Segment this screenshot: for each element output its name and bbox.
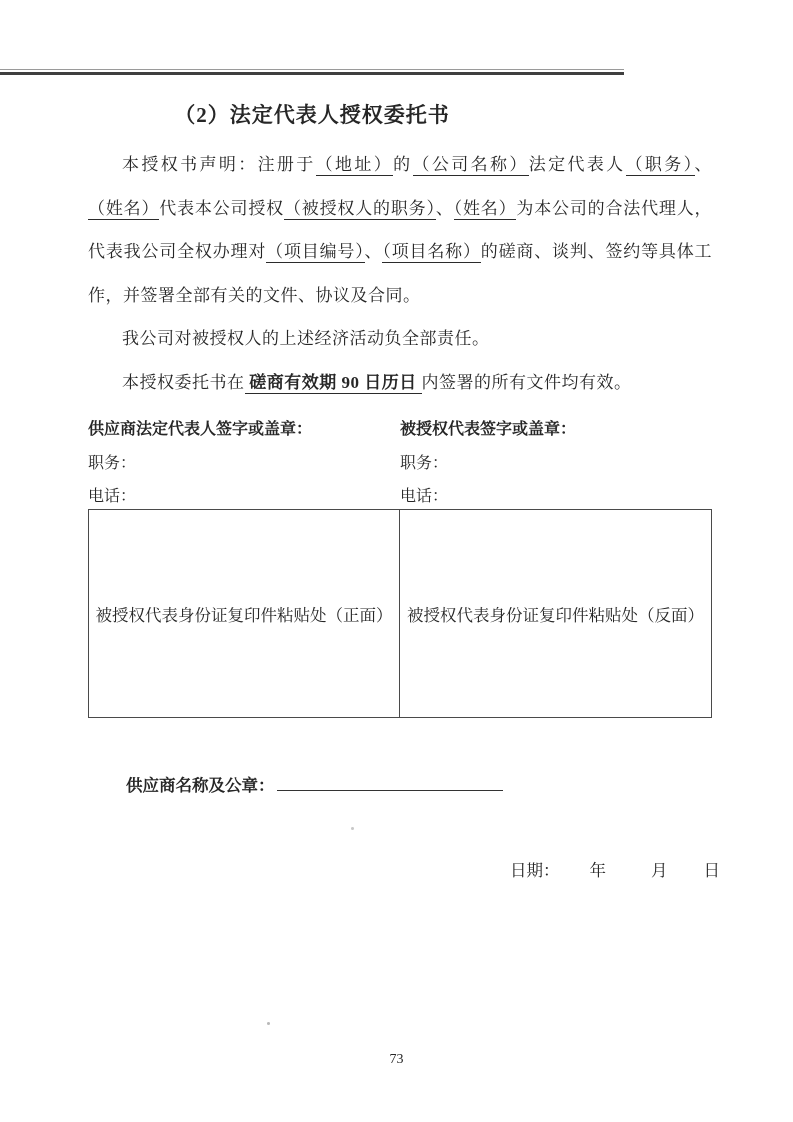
agent-signature-column — [400, 413, 712, 514]
id-copy-table — [88, 509, 712, 718]
blank-project-number: （项目编号） — [266, 242, 365, 261]
date-year-label: 年 — [589, 861, 606, 880]
blank-validity-period: 磋商有效期 90 日历日 — [244, 372, 422, 392]
id-copy-back-cell: 被授权代表身份证复印件粘贴处（反面） — [407, 605, 704, 625]
date-row — [510, 858, 720, 884]
declaration-text: 代表本公司授权 — [159, 198, 284, 218]
header-double-rule — [0, 69, 624, 75]
declaration-text: 的 — [393, 155, 413, 174]
agent-signature-label: 被授权代表签字或盖章： — [400, 421, 577, 438]
supplier-signature-column — [88, 413, 400, 514]
validity-text: 本授权委托书在 — [122, 372, 245, 392]
page-number: 73 — [389, 1052, 404, 1067]
body-text — [88, 143, 712, 404]
signature-section — [88, 413, 712, 514]
blank-project-name: （项目名称） — [382, 242, 481, 261]
supplier-seal-row — [88, 773, 712, 798]
declaration-text: 法定代表人 — [528, 155, 626, 174]
supplier-position-label: 职务： — [88, 454, 137, 472]
declaration-text: 、 — [435, 198, 454, 218]
date-label: 日期： — [510, 861, 560, 880]
blank-agent-position: （被授权人的职务） — [283, 198, 436, 218]
scan-speck — [267, 1022, 270, 1025]
blank-company-name: （公司名称） — [412, 155, 529, 174]
blank-representative-name: （姓名） — [88, 198, 160, 218]
blank-agent-name: （姓名） — [453, 198, 517, 218]
responsibility-paragraph: 我公司对被授权人的上述经济活动负全部责任。 — [122, 329, 490, 348]
declaration-paragraph — [88, 143, 712, 317]
declaration-text: 、 — [694, 155, 713, 174]
agent-position-label: 职务： — [400, 454, 449, 472]
blank-address: （地址） — [315, 155, 394, 174]
supplier-phone-label: 电话： — [88, 488, 137, 505]
agent-phone-label: 电话： — [400, 488, 449, 505]
declaration-text: 为本公司的合法代理人，代表我公司全权办理对 — [88, 198, 713, 261]
declaration-text: 的磋商、谈判、签约等具体工作，并签署全部有关的文件、协议及合同。 — [88, 242, 713, 305]
validity-text: 内签署的所有文件均有效。 — [421, 372, 632, 392]
date-day-label: 日 — [703, 861, 720, 880]
declaration-text: 、 — [364, 242, 383, 261]
page-title: （2）法定代表人授权委托书 — [174, 103, 450, 127]
validity-paragraph — [88, 361, 712, 405]
supplier-seal-label: 供应商名称及公章： — [126, 776, 275, 795]
declaration-text: 本授权书声明：注册于 — [122, 155, 316, 174]
blank-representative-position: （职务） — [625, 155, 695, 174]
supplier-signature-label: 供应商法定代表人签字或盖章： — [88, 421, 313, 438]
supplier-seal-blank-line — [277, 773, 503, 791]
date-month-label: 月 — [651, 861, 668, 880]
scan-speck — [351, 827, 354, 830]
id-copy-front-cell: 被授权代表身份证复印件粘贴处（正面） — [89, 510, 400, 717]
